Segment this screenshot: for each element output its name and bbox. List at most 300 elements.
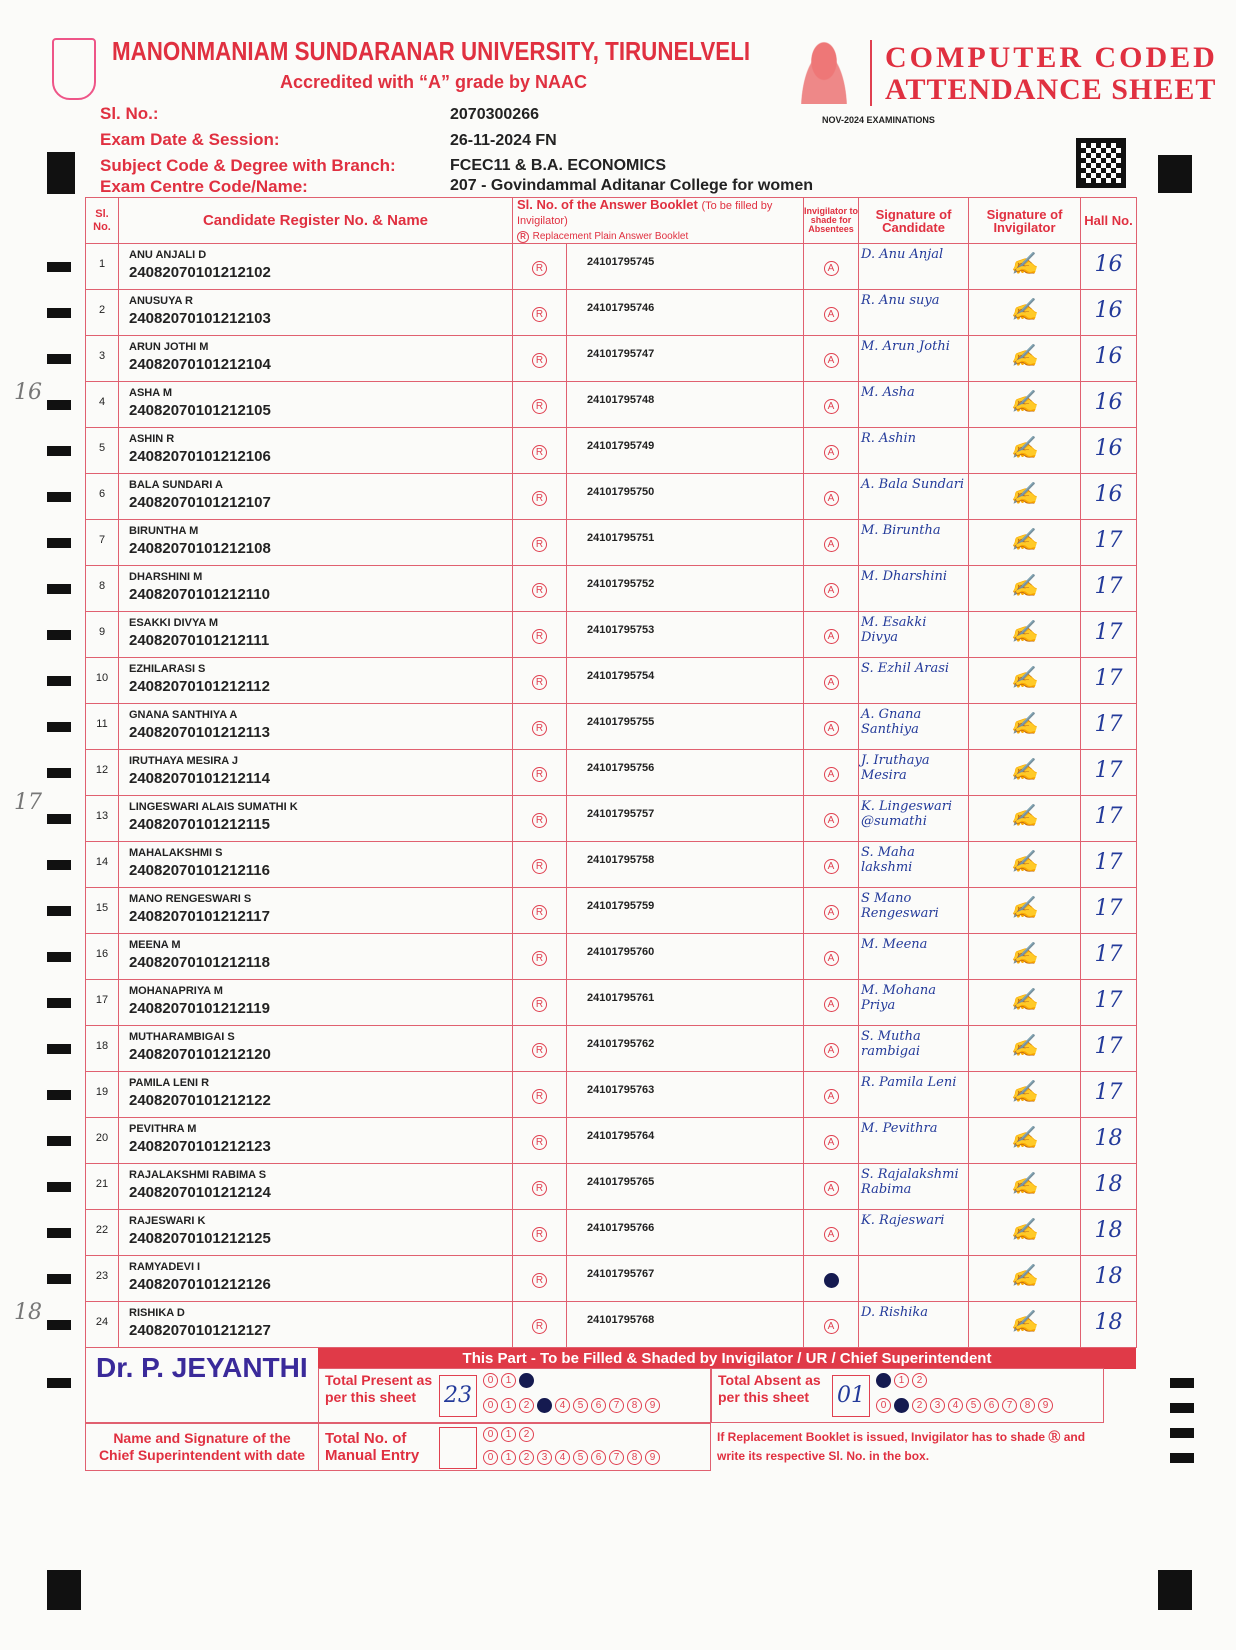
- booklet-number: 24101795760: [567, 934, 804, 980]
- invigilator-signature: ✍: [969, 290, 1081, 336]
- absentee-bubble[interactable]: A: [824, 583, 839, 598]
- replacement-instruction: If Replacement Booklet is issued, Invigilator has to shade Ⓡ and write its respective Sl. No. in the box.: [717, 1430, 1086, 1463]
- replacement-bubble[interactable]: R: [532, 721, 547, 736]
- replacement-bubble[interactable]: R: [532, 1043, 547, 1058]
- booklet-number: 24101795749: [567, 428, 804, 474]
- absentee-bubble[interactable]: A: [824, 353, 839, 368]
- candidate-name: PAMILA LENI R: [129, 1077, 210, 1089]
- table-row: [86, 520, 1137, 566]
- digit-bubble[interactable]: [519, 1373, 534, 1388]
- hall-number: 16: [1081, 290, 1137, 336]
- col-absentee: Invigilator to shade for Absentees: [804, 198, 859, 244]
- candidate-name: MOHANAPRIYA M: [129, 985, 223, 997]
- invigilator-signature: ✍: [969, 980, 1081, 1026]
- total-absent-label: Total Absent as per this sheet: [718, 1372, 821, 1405]
- candidate-signature: S. Mutha rambigai: [859, 1026, 969, 1072]
- replacement-cell: [513, 290, 567, 336]
- digit-bubble[interactable]: 5: [573, 1450, 588, 1465]
- row-sl: 2: [86, 290, 119, 336]
- candidate-signature: K. Rajeswari: [859, 1210, 969, 1256]
- digit-bubble[interactable]: [894, 1398, 909, 1413]
- candidate-cell: [119, 290, 513, 336]
- booklet-number: 24101795757: [567, 796, 804, 842]
- register-number: 24082070101212111: [129, 632, 270, 649]
- candidate-cell: [119, 566, 513, 612]
- hall-number: 18: [1081, 1302, 1137, 1348]
- digit-bubble[interactable]: 2: [912, 1398, 927, 1413]
- replacement-bubble[interactable]: R: [532, 307, 547, 322]
- booklet-number: 24101795745: [567, 244, 804, 290]
- digit-bubble[interactable]: 0: [483, 1373, 498, 1388]
- row-sl: 9: [86, 612, 119, 658]
- digit-bubble[interactable]: 7: [609, 1398, 624, 1413]
- digit-bubble[interactable]: 1: [501, 1450, 516, 1465]
- digit-bubble[interactable]: 9: [645, 1450, 660, 1465]
- absentee-cell: [804, 336, 859, 382]
- hall-number: 17: [1081, 842, 1137, 888]
- table-row: [86, 750, 1137, 796]
- booklet-number: 24101795747: [567, 336, 804, 382]
- col-invigilator-signature: Signature of Invigilator: [969, 198, 1081, 244]
- replacement-bubble[interactable]: R: [532, 1135, 547, 1150]
- digit-bubble[interactable]: 0: [483, 1398, 498, 1413]
- replacement-note: Replacement Plain Answer Booklet: [532, 231, 689, 242]
- digit-bubble[interactable]: 6: [591, 1398, 606, 1413]
- register-number: 24082070101212104: [129, 356, 271, 373]
- replacement-cell: [513, 474, 567, 520]
- booklet-number: 24101795765: [567, 1164, 804, 1210]
- replacement-bubble[interactable]: R: [532, 1227, 547, 1242]
- absentee-bubble[interactable]: A: [824, 1089, 839, 1104]
- invigilator-signature: ✍: [969, 934, 1081, 980]
- absentee-bubble[interactable]: A: [824, 261, 839, 276]
- invigilator-signature: ✍: [969, 1210, 1081, 1256]
- register-number: 24082070101212115: [129, 816, 270, 833]
- candidate-signature: [859, 1256, 969, 1302]
- candidate-name: RAJALAKSHMI RABIMA S: [129, 1169, 267, 1181]
- candidate-signature: J. Iruthaya Mesira: [859, 750, 969, 796]
- manual-entry-value[interactable]: [439, 1427, 477, 1469]
- row-sl: 18: [86, 1026, 119, 1072]
- row-sl: 7: [86, 520, 119, 566]
- candidate-name: ANUSUYA R: [129, 295, 193, 307]
- timing-mark: [47, 906, 71, 916]
- booklet-number: 24101795754: [567, 658, 804, 704]
- invigilator-signature: ✍: [969, 382, 1081, 428]
- candidate-cell: [119, 980, 513, 1026]
- absentee-cell: [804, 290, 859, 336]
- timing-mark: [47, 1090, 71, 1100]
- replacement-bubble[interactable]: R: [532, 445, 547, 460]
- absent-tens-bubbles: [876, 1373, 927, 1388]
- booklet-number: 24101795755: [567, 704, 804, 750]
- row-sl: 4: [86, 382, 119, 428]
- absentee-bubble[interactable]: A: [824, 307, 839, 322]
- candidate-name: RAMYADEVI I: [129, 1261, 201, 1273]
- replacement-cell: [513, 566, 567, 612]
- replacement-bubble[interactable]: R: [532, 1089, 547, 1104]
- candidate-cell: [119, 244, 513, 290]
- exam-label: NOV-2024 EXAMINATIONS: [822, 115, 935, 125]
- timing-mark: [47, 768, 71, 778]
- col-name: Candidate Register No. & Name: [119, 198, 513, 244]
- replacement-bubble[interactable]: R: [532, 537, 547, 552]
- candidate-name: RISHIKA D: [129, 1307, 185, 1319]
- hall-number: 17: [1081, 796, 1137, 842]
- absentee-cell: [804, 1072, 859, 1118]
- digit-bubble[interactable]: 6: [984, 1398, 999, 1413]
- register-number: 24082070101212118: [129, 954, 270, 971]
- total-present-label: Total Present as per this sheet: [325, 1372, 433, 1405]
- digit-bubble[interactable]: 8: [1020, 1398, 1035, 1413]
- candidate-cell: [119, 382, 513, 428]
- register-number: 24082070101212124: [129, 1184, 271, 1201]
- replacement-bubble[interactable]: R: [532, 353, 547, 368]
- replacement-bubble[interactable]: R: [532, 859, 547, 874]
- attendance-table: [85, 197, 1137, 1348]
- replacement-bubble[interactable]: R: [532, 1273, 547, 1288]
- timing-mark: [47, 952, 71, 962]
- margin-note: 17: [14, 790, 42, 815]
- absentee-bubble[interactable]: A: [824, 1319, 839, 1334]
- invigilator-signature: ✍: [969, 428, 1081, 474]
- candidate-signature: A. Bala Sundari: [859, 474, 969, 520]
- candidate-signature: A. Gnana Santhiya: [859, 704, 969, 750]
- manual-tens-bubbles: [483, 1427, 534, 1442]
- candidate-signature: K. Lingeswari @sumathi: [859, 796, 969, 842]
- digit-bubble[interactable]: 2: [519, 1398, 534, 1413]
- accreditation: Accredited with “A” grade by NAAC: [280, 72, 588, 92]
- row-sl: 5: [86, 428, 119, 474]
- booklet-number: 24101795762: [567, 1026, 804, 1072]
- table-row: [86, 1118, 1137, 1164]
- digit-bubble[interactable]: 5: [966, 1398, 981, 1413]
- absentee-bubble[interactable]: A: [824, 1135, 839, 1150]
- digit-bubble[interactable]: 4: [555, 1398, 570, 1413]
- register-number: 24082070101212103: [129, 310, 271, 327]
- candidate-cell: [119, 888, 513, 934]
- candidate-signature: M. Mohana Priya: [859, 980, 969, 1026]
- row-sl: 1: [86, 244, 119, 290]
- row-sl: 21: [86, 1164, 119, 1210]
- digit-bubble[interactable]: 7: [1002, 1398, 1017, 1413]
- candidate-cell: [119, 474, 513, 520]
- digit-bubble[interactable]: 9: [645, 1398, 660, 1413]
- replacement-cell: [513, 1118, 567, 1164]
- candidate-cell: [119, 1118, 513, 1164]
- timing-mark: [47, 676, 71, 686]
- row-sl: 13: [86, 796, 119, 842]
- absentee-bubble[interactable]: A: [824, 997, 839, 1012]
- replacement-bubble[interactable]: R: [532, 951, 547, 966]
- hall-number: 16: [1081, 244, 1137, 290]
- replacement-bubble[interactable]: R: [532, 491, 547, 506]
- superintendent-section: [85, 1348, 1136, 1471]
- digit-bubble[interactable]: 1: [501, 1398, 516, 1413]
- hall-number: 17: [1081, 1072, 1137, 1118]
- hall-number: 16: [1081, 428, 1137, 474]
- replacement-cell: [513, 428, 567, 474]
- replacement-cell: [513, 888, 567, 934]
- table-row: [86, 244, 1137, 290]
- invigilator-signature: ✍: [969, 1302, 1081, 1348]
- candidate-name: GNANA SANTHIYA A: [129, 709, 238, 721]
- absentee-cell: [804, 658, 859, 704]
- margin-note: 18: [14, 1300, 42, 1325]
- register-number: 24082070101212106: [129, 448, 271, 465]
- invigilator-signature: ✍: [969, 1026, 1081, 1072]
- row-sl: 8: [86, 566, 119, 612]
- replacement-bubble[interactable]: R: [532, 767, 547, 782]
- candidate-cell: [119, 612, 513, 658]
- row-sl: 11: [86, 704, 119, 750]
- replacement-cell: [513, 244, 567, 290]
- absentee-bubble[interactable]: [824, 1273, 839, 1288]
- digit-bubble[interactable]: 2: [519, 1427, 534, 1442]
- candidate-signature: S Mano Rengeswari: [859, 888, 969, 934]
- register-number: 24082070101212105: [129, 402, 271, 419]
- candidate-cell: [119, 1164, 513, 1210]
- absentee-bubble[interactable]: A: [824, 399, 839, 414]
- row-sl: 15: [86, 888, 119, 934]
- hall-number: 17: [1081, 658, 1137, 704]
- timing-mark: [47, 630, 71, 640]
- candidate-signature: D. Anu Anjal: [859, 244, 969, 290]
- invigilator-signature: ✍: [969, 796, 1081, 842]
- hall-number: 18: [1081, 1118, 1137, 1164]
- replacement-bubble[interactable]: R: [532, 813, 547, 828]
- hall-number: 17: [1081, 704, 1137, 750]
- hall-number: 18: [1081, 1210, 1137, 1256]
- candidate-cell: [119, 1072, 513, 1118]
- digit-bubble[interactable]: 8: [627, 1398, 642, 1413]
- absentee-bubble[interactable]: A: [824, 1043, 839, 1058]
- digit-bubble[interactable]: 1: [894, 1373, 909, 1388]
- total-present-value: 23: [439, 1375, 477, 1417]
- digit-bubble[interactable]: 0: [876, 1398, 891, 1413]
- digit-bubble[interactable]: 7: [609, 1450, 624, 1465]
- register-number: 24082070101212110: [129, 586, 270, 603]
- timing-mark: [47, 1378, 71, 1388]
- timing-mark: [1170, 1403, 1194, 1413]
- replacement-bubble[interactable]: R: [532, 675, 547, 690]
- invigilator-signature: ✍: [969, 244, 1081, 290]
- timing-mark: [47, 998, 71, 1008]
- replacement-bubble[interactable]: R: [532, 1181, 547, 1196]
- absentee-bubble[interactable]: A: [824, 859, 839, 874]
- candidate-cell: [119, 704, 513, 750]
- replacement-bubble[interactable]: R: [532, 583, 547, 598]
- candidate-cell: [119, 336, 513, 382]
- replacement-bubble[interactable]: R: [532, 629, 547, 644]
- absentee-bubble[interactable]: A: [824, 537, 839, 552]
- subject-value: FCEC11 & B.A. ECONOMICS: [450, 157, 667, 174]
- absentee-bubble[interactable]: A: [824, 951, 839, 966]
- digit-bubble[interactable]: 1: [501, 1373, 516, 1388]
- digit-bubble[interactable]: 3: [930, 1398, 945, 1413]
- candidate-name: RAJESWARI K: [129, 1215, 206, 1227]
- replacement-bubble[interactable]: R: [532, 399, 547, 414]
- timing-mark: [47, 1570, 81, 1610]
- sheet-title-line2: ATTENDANCE SHEET: [885, 73, 1217, 106]
- date-label: Exam Date & Session:: [100, 130, 280, 149]
- table-row: [86, 704, 1137, 750]
- absentee-bubble[interactable]: A: [824, 767, 839, 782]
- digit-bubble[interactable]: 2: [912, 1373, 927, 1388]
- absentee-bubble[interactable]: A: [824, 445, 839, 460]
- booklet-number: 24101795767: [567, 1256, 804, 1302]
- digit-bubble[interactable]: [537, 1398, 552, 1413]
- candidate-name: PEVITHRA M: [129, 1123, 197, 1135]
- timing-mark: [47, 1274, 71, 1284]
- timing-mark: [47, 1228, 71, 1238]
- candidate-cell: [119, 934, 513, 980]
- timing-mark: [47, 538, 71, 548]
- hall-number: 17: [1081, 566, 1137, 612]
- candidate-cell: [119, 658, 513, 704]
- attendance-sheet: [85, 197, 1136, 1471]
- hall-number: 17: [1081, 612, 1137, 658]
- booklet-number: 24101795753: [567, 612, 804, 658]
- subject-label: Subject Code & Degree with Branch:: [100, 156, 396, 175]
- replacement-cell: [513, 1210, 567, 1256]
- absentee-bubble[interactable]: A: [824, 1181, 839, 1196]
- col-booklet: [513, 198, 804, 244]
- digit-bubble[interactable]: 4: [948, 1398, 963, 1413]
- register-number: 24082070101212119: [129, 1000, 270, 1017]
- candidate-name: ASHIN R: [129, 433, 175, 445]
- digit-bubble[interactable]: 5: [573, 1398, 588, 1413]
- digit-bubble[interactable]: 6: [591, 1450, 606, 1465]
- invigilator-signature: ✍: [969, 474, 1081, 520]
- digit-bubble[interactable]: 0: [483, 1450, 498, 1465]
- table-row: [86, 428, 1137, 474]
- chief-signature-box: [85, 1348, 319, 1423]
- digit-bubble[interactable]: 9: [1038, 1398, 1053, 1413]
- absentee-bubble[interactable]: A: [824, 905, 839, 920]
- replacement-cell: [513, 1164, 567, 1210]
- candidate-cell: [119, 1302, 513, 1348]
- replacement-cell: [513, 612, 567, 658]
- register-number: 24082070101212107: [129, 494, 271, 511]
- register-number: 24082070101212102: [129, 264, 271, 281]
- absentee-cell: [804, 1164, 859, 1210]
- manual-entry-label: Total No. of Manual Entry: [325, 1430, 420, 1464]
- candidate-name: MANO RENGESWARI S: [129, 893, 252, 905]
- register-number: 24082070101212123: [129, 1138, 271, 1155]
- candidate-signature: M. Dharshini: [859, 566, 969, 612]
- replacement-cell: [513, 704, 567, 750]
- candidate-name: MUTHARAMBIGAI S: [129, 1031, 235, 1043]
- register-number: 24082070101212112: [129, 678, 270, 695]
- replacement-bubble[interactable]: R: [532, 997, 547, 1012]
- row-sl: 14: [86, 842, 119, 888]
- invigilator-signature: ✍: [969, 1072, 1081, 1118]
- table-row: [86, 1256, 1137, 1302]
- hall-number: 18: [1081, 1164, 1137, 1210]
- absentee-cell: [804, 980, 859, 1026]
- total-absent-box: [711, 1368, 1104, 1423]
- chief-name-stamp: Dr. P. JEYANTHI: [96, 1352, 308, 1383]
- booklet-number: 24101795750: [567, 474, 804, 520]
- table-row: [86, 980, 1137, 1026]
- booklet-number: 24101795763: [567, 1072, 804, 1118]
- row-sl: 17: [86, 980, 119, 1026]
- digit-bubble[interactable]: 3: [537, 1450, 552, 1465]
- timing-mark: [47, 722, 71, 732]
- booklet-number: 24101795759: [567, 888, 804, 934]
- candidate-signature: M. Esakki Divya: [859, 612, 969, 658]
- university-logo: [52, 38, 96, 100]
- table-row: [86, 566, 1137, 612]
- replacement-cell: [513, 1302, 567, 1348]
- invigilator-signature: ✍: [969, 888, 1081, 934]
- absentee-cell: [804, 244, 859, 290]
- centre-label: Exam Centre Code/Name:: [100, 177, 308, 196]
- row-sl: 20: [86, 1118, 119, 1164]
- register-number: 24082070101212108: [129, 540, 271, 557]
- absentee-bubble[interactable]: A: [824, 1227, 839, 1242]
- timing-mark: [47, 1136, 71, 1146]
- sl-no-value: 2070300266: [450, 106, 539, 123]
- manual-entry-box: [318, 1423, 711, 1471]
- digit-bubble[interactable]: 2: [519, 1450, 534, 1465]
- absentee-bubble[interactable]: A: [824, 629, 839, 644]
- instruction-banner: This Part - To be Filled & Shaded by Invigilator / UR / Chief Superintendent: [318, 1348, 1136, 1369]
- replacement-bubble[interactable]: R: [532, 1319, 547, 1334]
- replacement-bubble[interactable]: R: [532, 261, 547, 276]
- timing-mark: [1170, 1428, 1194, 1438]
- absentee-bubble[interactable]: A: [824, 491, 839, 506]
- row-sl: 10: [86, 658, 119, 704]
- absentee-bubble[interactable]: A: [824, 721, 839, 736]
- invigilator-signature: ✍: [969, 842, 1081, 888]
- replacement-bubble[interactable]: R: [532, 905, 547, 920]
- date-value: 26-11-2024 FN: [450, 132, 557, 149]
- absentee-bubble[interactable]: A: [824, 675, 839, 690]
- digit-bubble[interactable]: 8: [627, 1450, 642, 1465]
- register-number: 24082070101212117: [129, 908, 270, 925]
- digit-bubble[interactable]: [876, 1373, 891, 1388]
- candidate-name: MAHALAKSHMI S: [129, 847, 223, 859]
- candidate-signature: R. Pamila Leni: [859, 1072, 969, 1118]
- total-present-box: [318, 1368, 711, 1423]
- invigilator-signature: ✍: [969, 704, 1081, 750]
- candidate-cell: [119, 520, 513, 566]
- booklet-number: 24101795748: [567, 382, 804, 428]
- row-sl: 16: [86, 934, 119, 980]
- table-row: [86, 290, 1137, 336]
- absentee-cell: [804, 934, 859, 980]
- absentee-bubble[interactable]: A: [824, 813, 839, 828]
- invigilator-signature: ✍: [969, 566, 1081, 612]
- sheet-title: [885, 42, 1218, 106]
- digit-bubble[interactable]: 1: [501, 1427, 516, 1442]
- digit-bubble[interactable]: 4: [555, 1450, 570, 1465]
- divider: [870, 40, 872, 106]
- register-number: 24082070101212122: [129, 1092, 271, 1109]
- table-row: [86, 796, 1137, 842]
- candidate-signature: S. Rajalakshmi Rabima: [859, 1164, 969, 1210]
- replacement-cell: [513, 1256, 567, 1302]
- absentee-cell: [804, 566, 859, 612]
- register-number: 24082070101212113: [129, 724, 270, 741]
- invigilator-signature: ✍: [969, 658, 1081, 704]
- replacement-cell: [513, 980, 567, 1026]
- qr-code-icon: [1076, 138, 1126, 188]
- digit-bubble[interactable]: 0: [483, 1427, 498, 1442]
- invigilator-signature: ✍: [969, 1164, 1081, 1210]
